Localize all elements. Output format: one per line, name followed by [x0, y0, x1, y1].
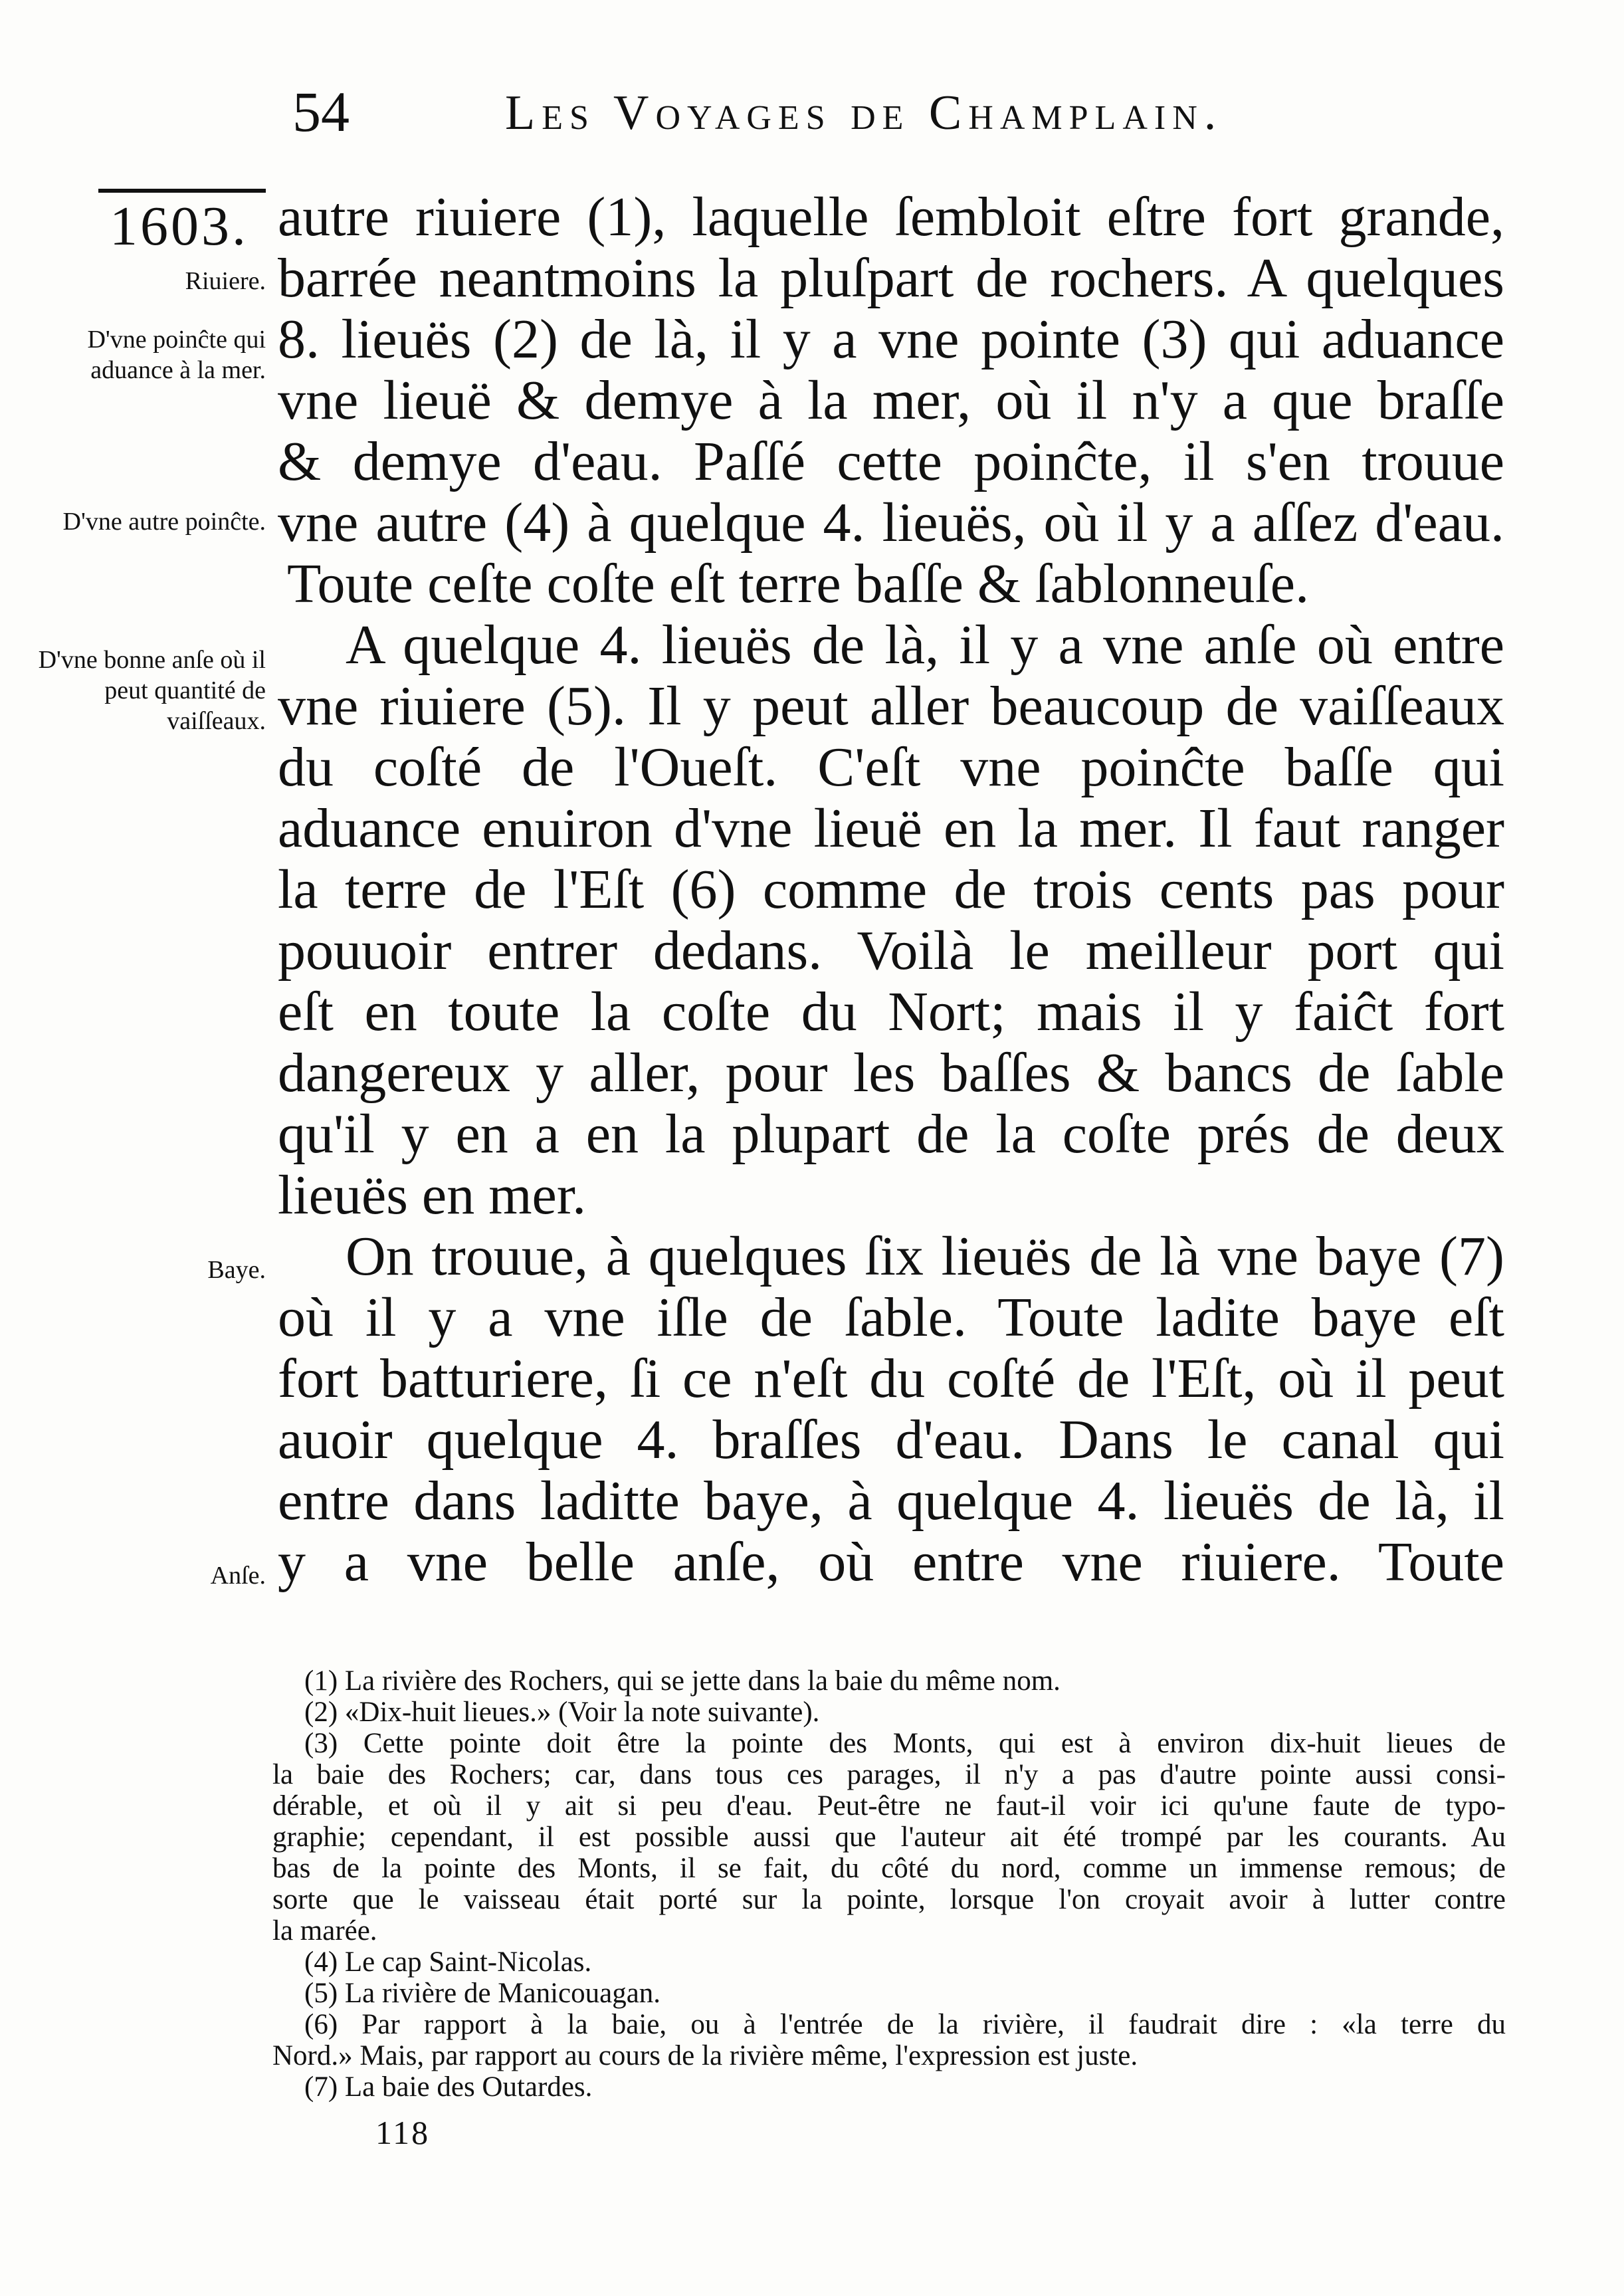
footnote-7: (7) La baie des Outardes.: [304, 2071, 593, 2103]
margin-note-autre-pointe: D'vne autre poinĉte.: [62, 508, 266, 536]
year-rule: [98, 189, 266, 193]
signature-mark: 118: [375, 2114, 431, 2151]
body-line: vne autre (4) à quelque 4. lieuës, où il y a aſſez d'eau.: [278, 492, 1504, 554]
body-line: barrée neantmoins la pluſpart de rochers. A quelques: [278, 247, 1504, 309]
body-line: entre dans laditte baye, à quelque 4. lieuës de là, il: [278, 1470, 1504, 1532]
page-number: 54: [292, 80, 350, 144]
running-title: Les Voyages de Champlain.: [505, 86, 1223, 140]
body-line: fort batturiere, ſi ce n'eſt du coſté de l'Eſt, où il peut: [278, 1348, 1504, 1409]
body-line: On trouue, à quelques ſix lieuës de là vne baye (7): [346, 1225, 1504, 1287]
body-line: vne lieuë & demye à la mer, où il n'y a que braſſe: [278, 369, 1504, 431]
body-line: auoir quelque 4. braſſes d'eau. Dans le canal qui: [278, 1409, 1504, 1471]
body-line: la terre de l'Eſt (6) comme de trois cents pas pour: [278, 859, 1504, 920]
margin-note-baye: Baye.: [207, 1256, 266, 1284]
body-line: lieuës en mer.: [278, 1164, 587, 1226]
body-line: y a vne belle anſe, où entre vne riuiere. Toute: [278, 1531, 1504, 1593]
body-line: Toute ceſte coſte eſt terre baſſe & ſablonneuſe.: [287, 553, 1310, 615]
footnote-3-line: la marée.: [272, 1915, 377, 1946]
body-line: qu'il y en a en la plupart de la coſte prés de deux: [278, 1103, 1504, 1165]
margin-note-pointe: D'vne poinĉte qui aduance à la mer.: [87, 326, 266, 384]
body-line: A quelque 4. lieuës de là, il y a vne anſe où entre: [346, 614, 1504, 676]
footnote-4: (4) Le cap Saint-Nicolas.: [304, 1946, 592, 1978]
footnote-6: (6) Par rapport à la baie, ou à l'entrée de la rivière, il faudrait dire : «la terre du: [304, 2009, 1506, 2040]
body-line: eſt en toute la coſte du Nort; mais il y faiĉt fort: [278, 981, 1504, 1043]
body-line: autre riuiere (1), laquelle ſembloit eſtre fort grande,: [278, 186, 1504, 248]
body-line: aduance enuiron d'vne lieuë en la mer. Il faut ranger: [278, 797, 1504, 859]
footnote-3-line: sorte que le vaisseau était porté sur la pointe, lorsque l'on croyait avoir à lutter contre: [272, 1884, 1506, 1915]
body-line: & demye d'eau. Paſſé cette poinĉte, il s'en trouue: [278, 431, 1504, 492]
footnote-3-line: dérable, et où il y ait si peu d'eau. Peut-être ne faut-il voir ici qu'une faute de typo-: [272, 1790, 1506, 1822]
margin-note-bonne-anse: D'vne bonne anſe où il peut quantité de vaiſſeaux.: [38, 646, 266, 735]
footnote-3: (3) Cette pointe doit être la pointe des Monts, qui est à environ dix-huit lieues de: [304, 1728, 1506, 1759]
running-header: [0, 78, 1624, 152]
footnote-6-line: Nord.» Mais, par rapport au cours de la rivière même, l'expression est juste.: [272, 2040, 1138, 2071]
footnote-2: (2) «Dix-huit lieues.» (Voir la note suivante).: [304, 1697, 820, 1728]
footnote-1: (1) La rivière des Rochers, qui se jette dans la baie du même nom.: [304, 1665, 1061, 1697]
body-line: où il y a vne iſle de ſable. Toute ladite baye eſt: [278, 1287, 1504, 1348]
footnote-3-line: bas de la pointe des Monts, il se fait, du côté du nord, comme un immense remous; de: [272, 1853, 1506, 1884]
margin-note-riviere: Riuiere.: [185, 267, 266, 295]
body-line: du coſté de l'Oueſt. C'eſt vne poinĉte baſſe qui: [278, 736, 1504, 798]
margin-note-anse: Anſe.: [210, 1562, 266, 1590]
footnote-5: (5) La rivière de Manicouagan.: [304, 1978, 661, 2009]
body-line: 8. lieuës (2) de là, il y a vne pointe (3) qui aduance: [278, 308, 1504, 370]
footnote-3-line: graphie; cependant, il est possible aussi que l'auteur ait été trompé par les courants. Au: [272, 1822, 1506, 1853]
body-line: vne riuiere (5). Il y peut aller beaucoup de vaiſſeaux: [278, 675, 1504, 737]
body-line: dangereux y aller, pour les baſſes & bancs de ſable: [278, 1042, 1504, 1104]
year-marker: 1603.: [110, 195, 249, 257]
footnote-3-line: la baie des Rochers; car, dans tous ces parages, il n'y a pas d'autre pointe aussi consi-: [272, 1759, 1506, 1790]
body-line: pouuoir entrer dedans. Voilà le meilleur port qui: [278, 920, 1504, 982]
